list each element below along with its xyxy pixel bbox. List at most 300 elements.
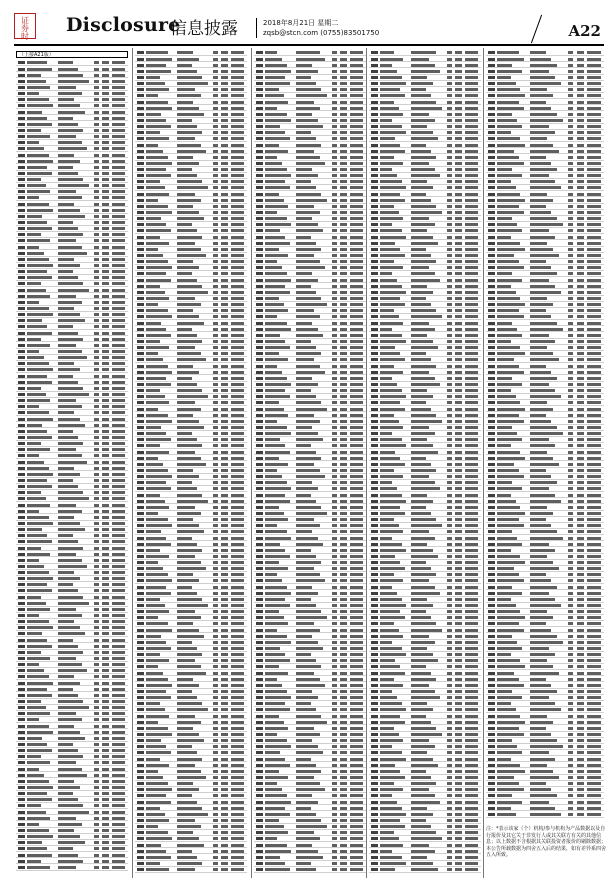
table-cell-text — [177, 260, 193, 263]
table-cell-text — [465, 837, 478, 840]
table-cell-text — [380, 377, 393, 380]
table-cell-text — [58, 725, 74, 728]
table-cell-text — [177, 862, 202, 865]
table-cell-text — [371, 322, 377, 325]
table-cell-text — [137, 862, 143, 865]
table-cell-text — [447, 389, 452, 392]
table-cell-text — [488, 426, 495, 429]
table-cell-text — [587, 782, 601, 785]
table-cell-text — [455, 702, 461, 705]
table-cell-text — [296, 751, 323, 754]
table-cell-text — [465, 850, 478, 853]
table-cell-text — [587, 629, 601, 632]
table-cell-text — [350, 229, 363, 232]
table-cell-text — [256, 383, 262, 386]
table-cell-text — [213, 524, 218, 527]
table-cell-text — [256, 555, 262, 558]
table-cell-text — [231, 242, 244, 245]
table-cell-text — [146, 76, 160, 79]
table-cell-text — [488, 715, 495, 718]
table-cell-text — [380, 592, 397, 595]
table-cell-text — [577, 739, 584, 742]
table-cell-text — [146, 328, 166, 331]
table-cell-text — [332, 242, 337, 245]
table-cell-text — [18, 399, 24, 402]
table-cell-text — [577, 438, 584, 441]
table-cell-text — [488, 457, 495, 460]
table-cell-text — [58, 111, 85, 114]
table-cell-text — [18, 614, 24, 617]
table-cell-text — [465, 549, 478, 552]
table-cell-text — [146, 186, 165, 189]
table-cell-text — [213, 494, 218, 497]
table-cell-text — [58, 196, 82, 199]
table-cell-text — [340, 530, 346, 533]
table-cell-text — [213, 352, 218, 355]
table-cell-text — [488, 475, 495, 478]
table-cell-text — [296, 144, 321, 147]
table-cell-text — [371, 647, 377, 650]
table-cell-text — [213, 868, 218, 871]
table-cell-text — [587, 524, 601, 527]
table-cell-text — [332, 647, 337, 650]
table-cell-text — [488, 358, 495, 361]
table-cell-text — [455, 174, 461, 177]
table-cell-text — [94, 448, 99, 451]
table-cell-text — [587, 616, 601, 619]
table-cell-text — [380, 825, 405, 828]
table-cell-text — [102, 725, 108, 728]
table-cell-text — [350, 131, 363, 134]
table-cell-text — [231, 444, 244, 447]
table-cell-text — [177, 487, 197, 490]
table-cell-text — [332, 248, 337, 251]
table-cell-text — [568, 506, 574, 509]
table-cell-text — [447, 610, 452, 613]
table-cell-text — [102, 577, 108, 580]
table-cell-text — [18, 860, 24, 863]
table-cell-text — [146, 819, 169, 822]
table-cell-text — [146, 88, 169, 91]
table-cell-text — [380, 475, 403, 478]
table-cell-text — [411, 64, 435, 67]
table-cell-text — [177, 604, 208, 607]
table-cell-text — [411, 156, 436, 159]
table-cell-text — [568, 635, 574, 638]
table-cell-text — [497, 334, 522, 337]
table-cell-text — [112, 80, 125, 83]
table-cell-text — [447, 561, 452, 564]
table-cell-text — [27, 841, 43, 844]
table-cell-text — [27, 485, 52, 488]
table-cell-text — [371, 248, 377, 251]
table-cell-text — [213, 751, 218, 754]
table-cell-text — [380, 408, 405, 411]
table-cell-text — [371, 457, 377, 460]
table-cell-text — [27, 141, 40, 144]
table-cell-text — [455, 659, 461, 662]
table-cell-text — [94, 399, 99, 402]
table-cell-text — [256, 641, 262, 644]
table-cell-text — [102, 540, 108, 543]
table-cell-text — [18, 866, 24, 869]
table-cell-text — [465, 377, 478, 380]
table-cell-text — [332, 586, 337, 589]
table-cell-text — [265, 586, 287, 589]
table-cell-text — [455, 101, 461, 104]
table-cell-text — [213, 807, 218, 810]
table-cell-text — [177, 174, 197, 177]
table-cell-text — [577, 665, 584, 668]
table-cell-text — [256, 794, 262, 797]
table-cell-text — [455, 420, 461, 423]
table-cell-text — [18, 706, 24, 709]
table-cell-text — [213, 837, 218, 840]
table-cell-text — [371, 616, 377, 619]
table-cell-text — [296, 494, 311, 497]
table-cell-text — [380, 469, 394, 472]
table-cell-text — [530, 702, 555, 705]
table-cell-text — [102, 700, 108, 703]
table-cell-text — [296, 451, 316, 454]
table-cell-text — [411, 457, 426, 460]
table-cell-text — [265, 199, 284, 202]
table-cell-text — [332, 555, 337, 558]
table-cell-text — [213, 567, 218, 570]
header-rule — [14, 44, 604, 46]
table-cell-text — [465, 426, 478, 429]
table-cell-text — [213, 739, 218, 742]
table-row — [135, 867, 247, 873]
table-cell-text — [94, 282, 99, 285]
table-cell-text — [380, 352, 400, 355]
table-cell-text — [221, 616, 227, 619]
table-cell-text — [332, 70, 337, 73]
table-cell-text — [488, 653, 495, 656]
table-cell-text — [340, 665, 346, 668]
table-cell-text — [27, 68, 52, 71]
table-cell-text — [411, 500, 433, 503]
table-cell-text — [102, 356, 108, 359]
table-cell-text — [530, 451, 547, 454]
table-cell-text — [577, 193, 584, 196]
table-cell-text — [465, 487, 478, 490]
table-cell-text — [27, 80, 46, 83]
table-cell-text — [94, 675, 99, 678]
table-cell-text — [332, 266, 337, 269]
table-cell-text — [447, 193, 452, 196]
table-cell-text — [447, 401, 452, 404]
table-cell-text — [112, 547, 125, 550]
table-cell-text — [94, 215, 99, 218]
table-cell-text — [587, 555, 601, 558]
table-cell-text — [587, 383, 601, 386]
table-cell-text — [587, 358, 601, 361]
table-cell-text — [177, 641, 192, 644]
table-cell-text — [265, 236, 285, 239]
table-cell-text — [231, 678, 244, 681]
table-cell-text — [256, 721, 262, 724]
table-cell-text — [256, 328, 262, 331]
table-cell-text — [411, 291, 433, 294]
table-cell-text — [577, 266, 584, 269]
table-cell-text — [58, 418, 80, 421]
table-cell-text — [146, 567, 163, 570]
table-cell-text — [231, 782, 244, 785]
table-cell-text — [137, 610, 143, 613]
table-cell-text — [340, 426, 346, 429]
table-cell-text — [177, 297, 195, 300]
table-cell-text — [112, 510, 125, 513]
table-cell-text — [340, 211, 346, 214]
table-cell-text — [447, 229, 452, 232]
table-cell-text — [465, 758, 478, 761]
table-cell-text — [411, 180, 427, 183]
table-cell-text — [350, 463, 363, 466]
table-cell-text — [455, 475, 461, 478]
table-cell-text — [177, 727, 193, 730]
table-cell-text — [577, 702, 584, 705]
table-cell-text — [213, 856, 218, 859]
table-cell-text — [455, 837, 461, 840]
table-cell-text — [296, 223, 318, 226]
table-cell-text — [497, 211, 523, 214]
table-cell-text — [296, 248, 321, 251]
table-cell-text — [371, 383, 377, 386]
table-cell-text — [58, 436, 78, 439]
table-cell-text — [231, 358, 244, 361]
table-cell-text — [350, 549, 363, 552]
table-cell-text — [488, 58, 495, 61]
table-cell-text — [380, 586, 393, 589]
table-cell-text — [568, 524, 574, 527]
table-cell-text — [411, 432, 435, 435]
table-cell-text — [577, 635, 584, 638]
table-cell-text — [18, 233, 24, 236]
table-cell-text — [371, 788, 377, 791]
table-cell-text — [340, 690, 346, 693]
table-cell-text — [411, 684, 429, 687]
table-cell-text — [94, 473, 99, 476]
table-cell-text — [350, 303, 363, 306]
table-cell-text — [296, 420, 320, 423]
table-cell-text — [137, 641, 143, 644]
table-cell-text — [488, 641, 495, 644]
table-cell-text — [58, 553, 76, 556]
table-cell-text — [371, 199, 377, 202]
table-cell-text — [411, 819, 426, 822]
table-cell-text — [380, 248, 400, 251]
table-cell-text — [265, 352, 279, 355]
table-cell-text — [455, 125, 461, 128]
table-cell-text — [27, 522, 54, 525]
table-cell-text — [112, 583, 125, 586]
table-cell-text — [296, 622, 314, 625]
table-cell-text — [587, 51, 601, 54]
table-cell-text — [380, 610, 400, 613]
table-cell-text — [265, 414, 288, 417]
table-cell-text — [350, 690, 363, 693]
table-cell-text — [265, 487, 292, 490]
table-cell-text — [488, 610, 495, 613]
table-cell-text — [112, 166, 125, 169]
table-cell-text — [213, 297, 218, 300]
table-cell-text — [112, 418, 125, 421]
table-cell-text — [465, 567, 478, 570]
table-cell-text — [27, 319, 43, 322]
table-cell-text — [488, 383, 495, 386]
table-cell-text — [568, 739, 574, 742]
table-cell-text — [332, 401, 337, 404]
table-cell-text — [213, 641, 218, 644]
table-cell-text — [265, 506, 279, 509]
table-cell-text — [27, 178, 41, 181]
table-cell-text — [332, 457, 337, 460]
table-cell-text — [18, 203, 24, 206]
table-cell-text — [146, 807, 160, 810]
table-cell-text — [102, 780, 108, 783]
table-cell-text — [587, 586, 601, 589]
table-cell-text — [18, 405, 24, 408]
table-cell-text — [568, 131, 574, 134]
table-cell-text — [221, 420, 227, 423]
table-cell-text — [497, 137, 520, 140]
table-cell-text — [530, 137, 547, 140]
table-cell-text — [488, 168, 495, 171]
table-cell-text — [455, 76, 461, 79]
table-cell-text — [568, 770, 574, 773]
table-cell-text — [340, 377, 346, 380]
table-cell-text — [380, 672, 405, 675]
table-cell-text — [265, 358, 288, 361]
table-cell-text — [265, 94, 284, 97]
table-cell-text — [112, 325, 125, 328]
table-cell-text — [488, 770, 495, 773]
table-cell-text — [213, 88, 218, 91]
table-cell-text — [177, 193, 195, 196]
table-cell-text — [18, 553, 24, 556]
table-cell-text — [102, 854, 108, 857]
table-cell-text — [465, 365, 478, 368]
table-cell-text — [213, 236, 218, 239]
table-cell-text — [213, 451, 218, 454]
table-cell-text — [296, 101, 314, 104]
table-cell-text — [568, 229, 574, 232]
table-cell-text — [18, 393, 24, 396]
table-cell-text — [577, 125, 584, 128]
table-cell-text — [340, 708, 346, 711]
table-cell-text — [465, 475, 478, 478]
table-cell-text — [102, 522, 108, 525]
table-cell-text — [488, 328, 495, 331]
table-cell-text — [497, 524, 523, 527]
table-cell-text — [380, 64, 393, 67]
table-cell-text — [455, 629, 461, 632]
table-cell-text — [455, 236, 461, 239]
table-cell-text — [296, 512, 327, 515]
table-cell-text — [411, 119, 435, 122]
table-cell-text — [256, 242, 262, 245]
table-cell-text — [231, 739, 244, 742]
table-cell-text — [94, 381, 99, 384]
table-cell-text — [332, 186, 337, 189]
table-cell-text — [455, 426, 461, 429]
table-cell-text — [465, 813, 478, 816]
table-cell-text — [340, 586, 346, 589]
table-cell-text — [577, 801, 584, 804]
table-cell-text — [94, 528, 99, 531]
table-cell-text — [58, 405, 82, 408]
contact-info: zqsb@stcn.com (0755)83501750 — [263, 29, 380, 37]
table-cell-text — [94, 252, 99, 255]
table-cell-text — [332, 58, 337, 61]
table-cell-text — [146, 616, 159, 619]
table-cell-text — [112, 639, 125, 642]
table-cell-text — [380, 727, 394, 730]
table-cell-text — [350, 567, 363, 570]
table-cell-text — [530, 549, 555, 552]
table-cell-text — [146, 371, 173, 374]
table-cell-text — [530, 322, 557, 325]
table-cell-text — [587, 457, 601, 460]
table-cell-text — [380, 567, 405, 570]
table-cell-text — [455, 512, 461, 515]
table-cell-text — [221, 579, 227, 582]
table-cell-text — [332, 156, 337, 159]
table-cell-text — [350, 819, 363, 822]
table-cell-text — [18, 282, 24, 285]
table-cell-text — [371, 579, 377, 582]
table-cell-text — [577, 186, 584, 189]
table-cell-text — [27, 694, 52, 697]
table-cell-text — [332, 340, 337, 343]
table-cell-text — [137, 782, 143, 785]
table-cell-text — [58, 632, 85, 635]
table-cell-text — [340, 678, 346, 681]
table-cell-text — [587, 813, 601, 816]
table-cell-text — [350, 438, 363, 441]
table-cell-text — [411, 604, 433, 607]
table-cell-text — [530, 70, 549, 73]
table-cell-text — [27, 571, 49, 574]
table-cell-text — [340, 604, 346, 607]
table-cell-text — [465, 598, 478, 601]
table-cell-text — [27, 823, 40, 826]
table-cell-text — [411, 530, 429, 533]
table-cell-text — [350, 444, 363, 447]
table-cell-text — [27, 74, 41, 77]
table-cell-text — [58, 319, 85, 322]
table-cell-text — [530, 788, 551, 791]
table-cell-text — [94, 768, 99, 771]
table-cell-text — [488, 414, 495, 417]
table-cell-text — [447, 500, 452, 503]
table-cell-text — [332, 579, 337, 582]
table-cell-text — [488, 739, 495, 742]
table-cell-text — [577, 659, 584, 662]
table-cell-text — [221, 303, 227, 306]
table-cell-text — [371, 272, 377, 275]
table-cell-text — [213, 512, 218, 515]
table-cell-text — [146, 180, 160, 183]
table-cell-text — [296, 764, 316, 767]
table-cell-text — [221, 223, 227, 226]
table-cell-text — [94, 442, 99, 445]
table-cell-text — [231, 494, 244, 497]
table-cell-text — [231, 438, 244, 441]
table-cell-text — [146, 715, 169, 718]
table-cell-text — [102, 227, 108, 230]
